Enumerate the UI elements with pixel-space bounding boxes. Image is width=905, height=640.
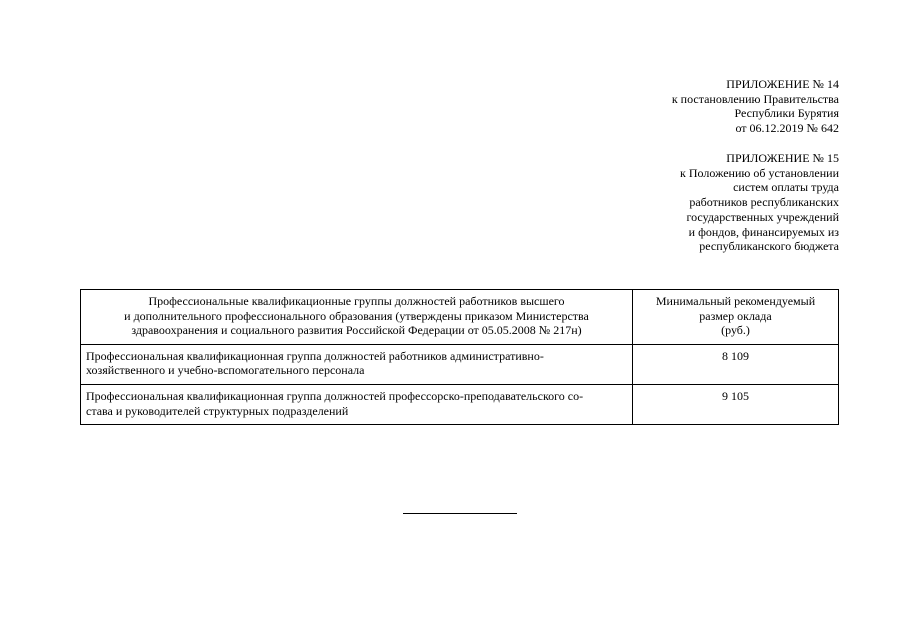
- group-name-cell: [81, 384, 633, 424]
- appendix-15-line: республиканского бюджета: [699, 239, 839, 254]
- group-name-cell: [81, 344, 633, 384]
- header-salary-cell: [633, 290, 839, 345]
- appendix-15-line: государственных учреждений: [686, 209, 839, 224]
- table-row: [81, 384, 839, 424]
- header-groups-line: здравоохранения и социального развития Российской Федерации от 05.05.2008 № 217н): [131, 323, 582, 338]
- header-salary-line: Минимальный рекомендуемый: [655, 294, 816, 308]
- appendix-15-line: и фондов, финансируемых из: [688, 224, 839, 239]
- salary-cell: 9 105: [633, 384, 839, 424]
- end-separator-line: [403, 513, 517, 514]
- appendix-14-line: Республики Бурятия: [734, 106, 839, 121]
- header-groups-line: Профессиональные квалификационные группы должностей работников высшего: [148, 294, 565, 308]
- header-salary-line: размер оклада: [699, 308, 772, 323]
- appendix-15-line: к Положению об установлении: [680, 165, 839, 180]
- appendix-15-header: [680, 151, 839, 254]
- header-salary-line: (руб.): [721, 323, 750, 338]
- header-groups-cell: [81, 290, 633, 345]
- salary-table: [80, 289, 839, 425]
- group-name-line: Профессиональная квалификационная группа должностей профессорско-преподавательского со-: [86, 388, 584, 403]
- salary-cell: 8 109: [633, 344, 839, 384]
- group-name-line: става и руководителей структурных подразделений: [86, 403, 349, 418]
- group-name-line: хозяйственного и учебно-вспомогательного персонала: [86, 363, 365, 378]
- table-row: [81, 344, 839, 384]
- table-header-row: [81, 290, 839, 345]
- header-groups-line: и дополнительного профессионального образования (утверждены приказом Министерства: [124, 308, 589, 323]
- appendix-14-title: ПРИЛОЖЕНИЕ № 14: [726, 77, 839, 91]
- appendix-15-line: систем оплаты труда: [733, 180, 839, 195]
- group-name-line: Профессиональная квалификационная группа должностей работников административно-: [86, 348, 544, 363]
- appendix-15-title: ПРИЛОЖЕНИЕ № 15: [726, 151, 839, 165]
- appendix-14-header: [672, 77, 839, 136]
- appendix-14-line: к постановлению Правительства: [671, 91, 839, 106]
- appendix-14-line: от 06.12.2019 № 642: [735, 121, 839, 136]
- appendix-15-line: работников республиканских: [689, 195, 839, 210]
